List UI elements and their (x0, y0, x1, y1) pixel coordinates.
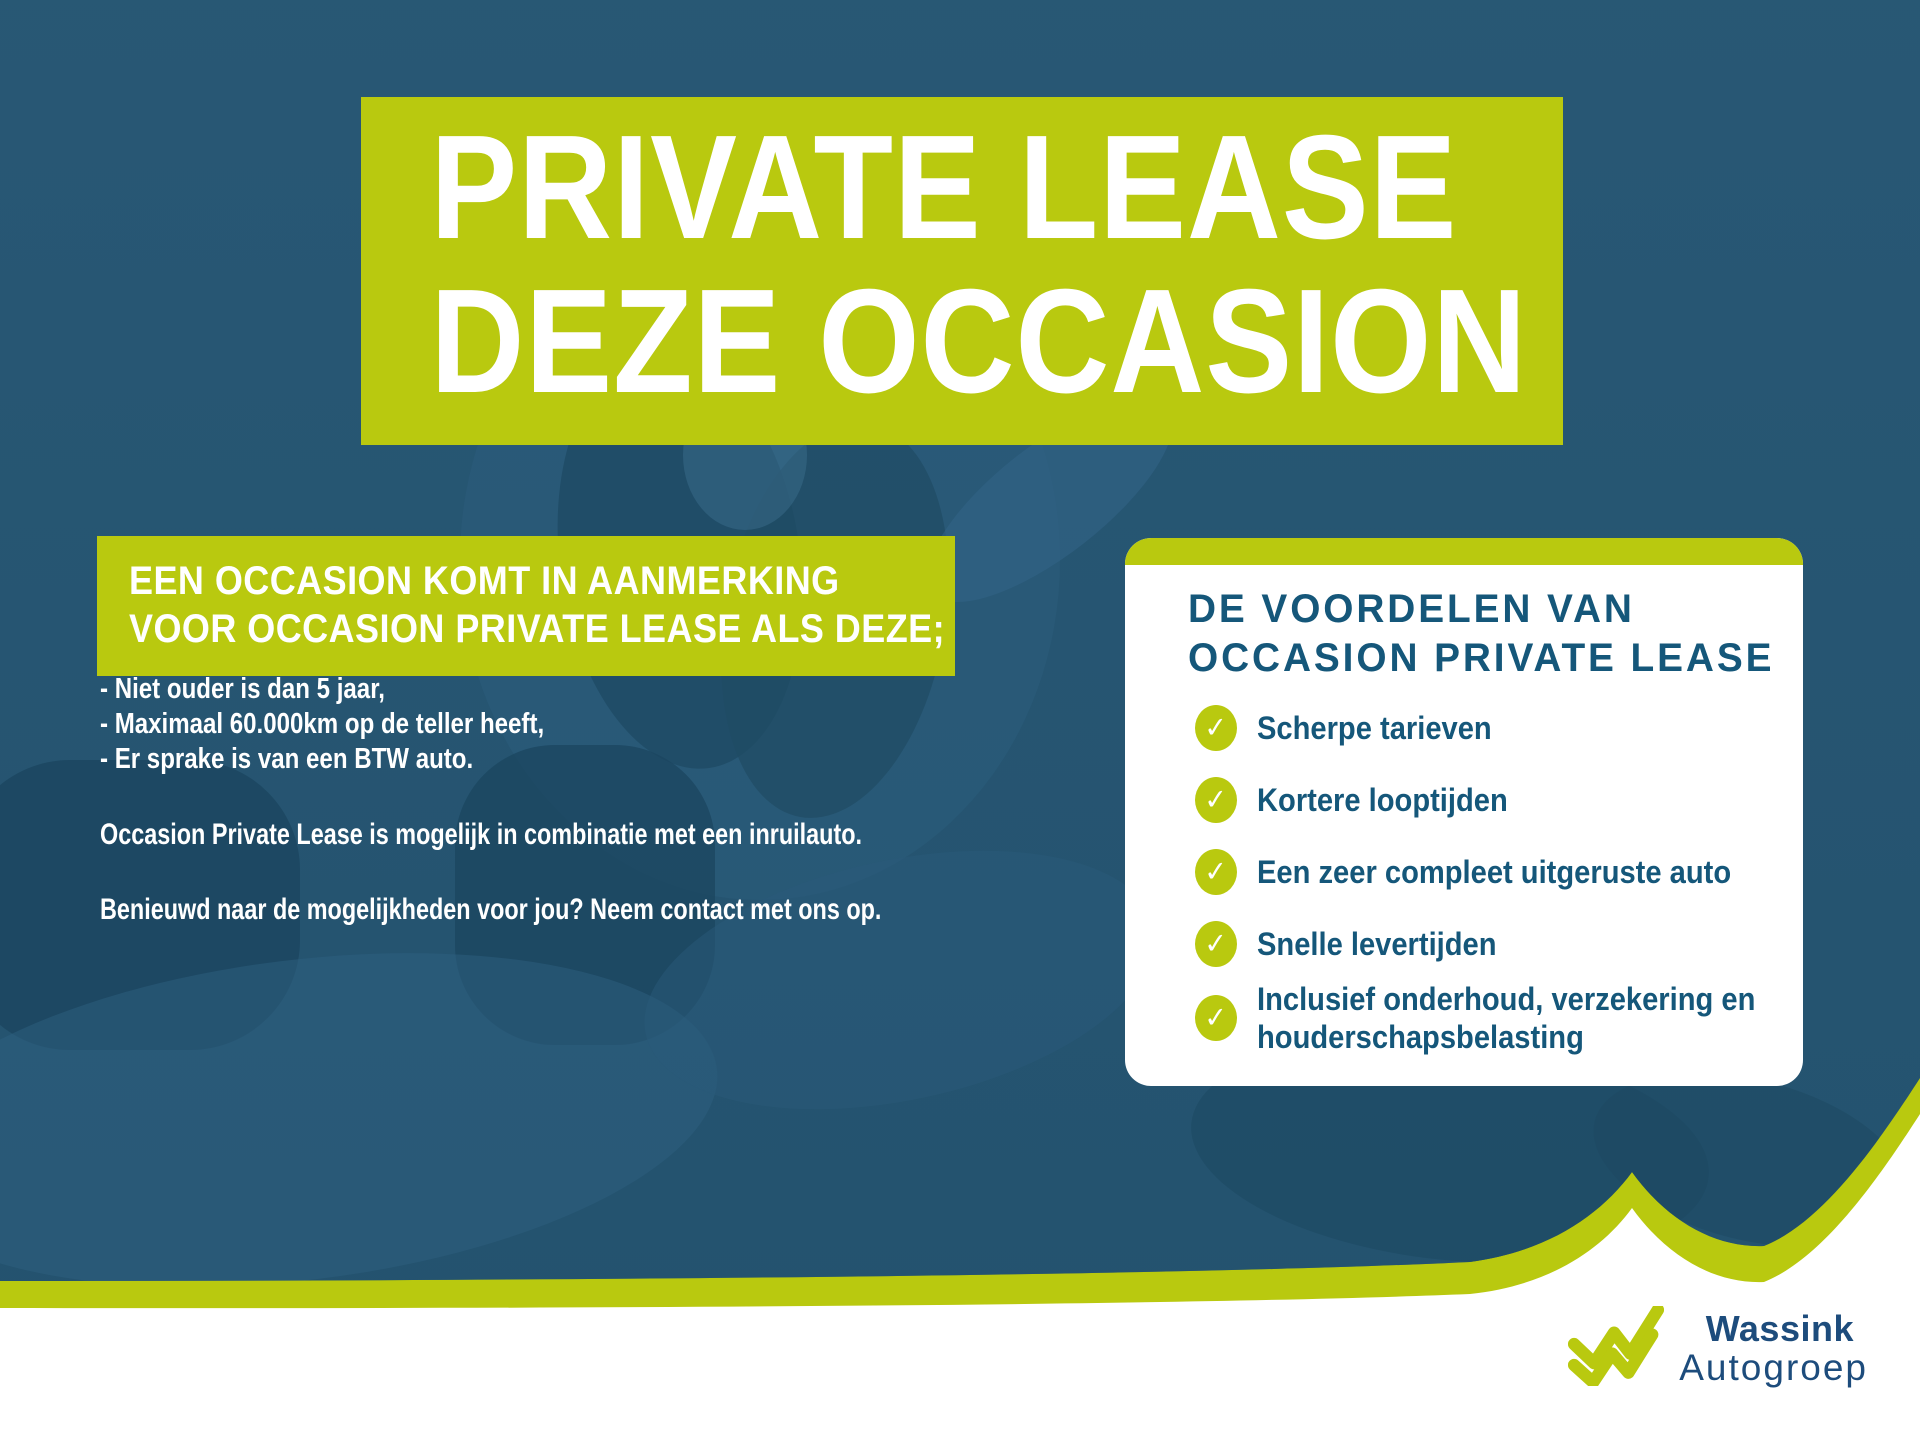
criteria-item: - Er sprake is van een BTW auto. (100, 743, 474, 775)
benefit-label: Kortere looptijden (1257, 782, 1508, 818)
benefit-item (1195, 849, 1778, 895)
eligibility-line-1: EEN OCCASION KOMT IN AANMERKING (129, 559, 840, 603)
card-top-accent-bar (1125, 538, 1803, 565)
eligibility-banner (97, 536, 955, 676)
check-icon (1195, 921, 1237, 967)
check-glyph: ✓ (1203, 1000, 1229, 1034)
card-title-line-1: DE VOORDELEN VAN (1188, 587, 1635, 631)
benefit-label: Een zeer compleet uitgeruste auto (1257, 854, 1732, 890)
card-title-line-2: OCCASION PRIVATE LEASE (1188, 636, 1775, 680)
check-icon (1195, 705, 1237, 751)
check-glyph: ✓ (1203, 710, 1229, 744)
check-icon (1195, 777, 1237, 823)
title-banner (361, 97, 1563, 445)
wassink-autogroep-logo (1568, 1296, 1868, 1406)
contact-paragraph: Benieuwd naar de mogelijkheden voor jou? Neem contact met ons op. (100, 893, 882, 926)
eligibility-line-2: VOOR OCCASION PRIVATE LEASE ALS DEZE; (129, 607, 946, 651)
wassink-swoosh-icon (1568, 1306, 1664, 1386)
benefits-card (1125, 538, 1803, 1086)
benefit-label: Inclusief onderhoud, verzekering en houderschapsbelasting (1257, 981, 1756, 1055)
check-glyph: ✓ (1203, 854, 1229, 888)
criteria-list (100, 672, 635, 777)
criteria-item: - Maximaal 60.000km op de teller heeft, (100, 708, 545, 740)
criteria-item: - Niet ouder is dan 5 jaar, (100, 673, 385, 705)
check-glyph: ✓ (1203, 926, 1229, 960)
logo-brand-name: Wassink (1705, 1308, 1854, 1349)
combination-paragraph: Occasion Private Lease is mogelijk in combinatie met een inruilauto. (100, 818, 863, 851)
title-line-2: DEZE OCCASION (430, 259, 1528, 424)
benefit-item (1195, 705, 1515, 751)
logo-text (1658, 1296, 1868, 1388)
benefit-item (1195, 777, 1533, 823)
benefit-item (1195, 921, 1520, 967)
check-icon (1195, 995, 1237, 1041)
benefit-label: Scherpe tarieven (1257, 710, 1492, 746)
check-icon (1195, 849, 1237, 895)
logo-sub-brand-name: Autogroep (1679, 1347, 1868, 1388)
benefit-item (1195, 978, 1803, 1058)
benefit-label: Snelle levertijden (1257, 926, 1497, 962)
title-line-1: PRIVATE LEASE (430, 105, 1458, 270)
check-glyph: ✓ (1203, 782, 1229, 816)
card-title (1188, 585, 1793, 683)
